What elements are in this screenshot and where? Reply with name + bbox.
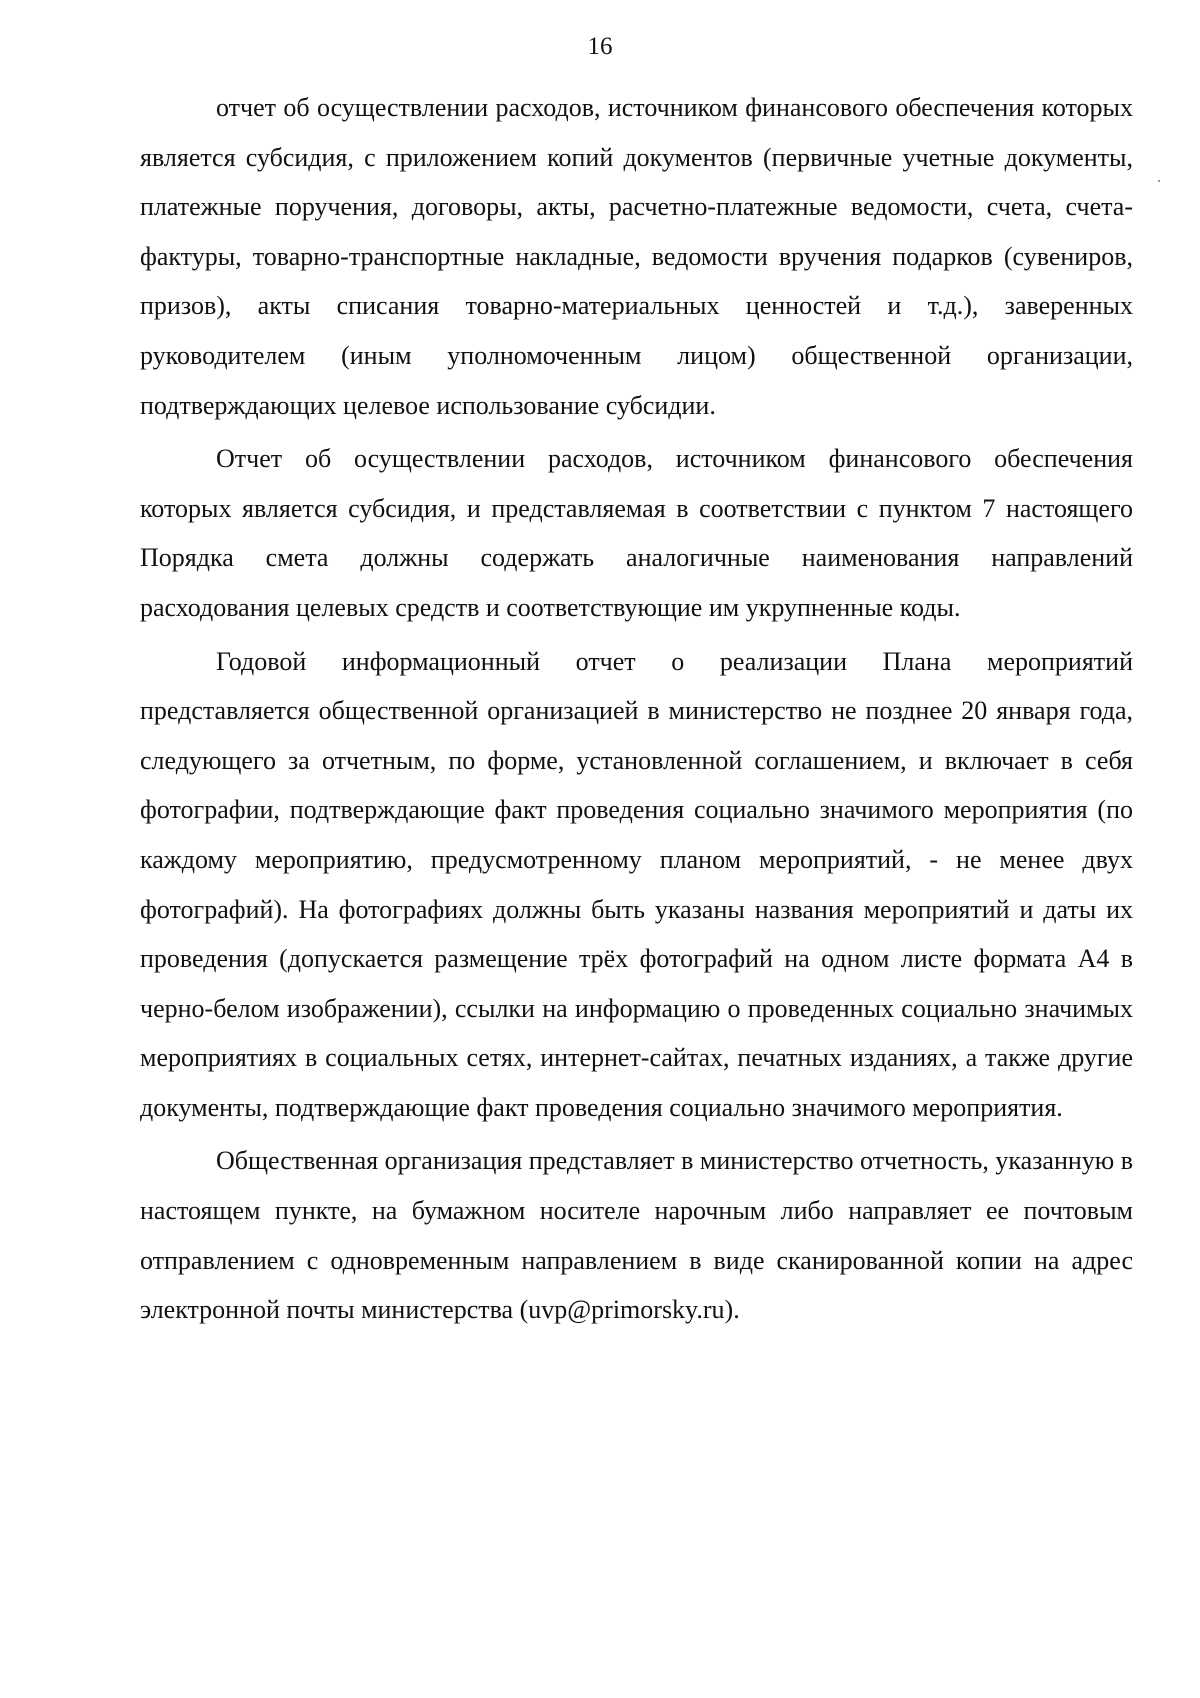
paragraph-submission-method: Общественная организация представляет в министерство отчетность, указанную в настоящем пункте, на бумажном носителе нарочным либо направляет ее почтовым отправлением с одновременным направлением в виде сканированной копии на адрес электронной почты министерства (uvp@primorsky.ru).	[140, 1146, 1133, 1325]
scan-speck	[1158, 180, 1160, 182]
document-body	[140, 83, 1133, 1339]
paragraph-report-expenses-documents: отчет об осуществлении расходов, источником финансового обеспечения которых является субсидия, с приложением копий документов (первичные учетные документы, платежные поручения, договоры, акты, расчетно-платежные ведомости, счета, счета-фактуры, товарно-транспортные накладные, ведомости вручения подарков (сувениров, призов), акты списания товарно-материальных ценностей и т.д.), заверенных руководителем (иным уполномоченным лицом) общественной организации, подтверждающих целевое использование субсидии.	[140, 93, 1133, 420]
page-number: 16	[587, 33, 613, 60]
paragraph-annual-information-report: Годовой информационный отчет о реализации Плана мероприятий представляется общественной организацией в министерство не позднее 20 января года, следующего за отчетным, по форме, установленной соглашением, и включает в себя фотографии, подтверждающие факт проведения социально значимого мероприятия (по каждому мероприятию, предусмотренному планом мероприятий, - не менее двух фотографий). На фотографиях должны быть указаны названия мероприятий и даты их проведения (допускается размещение трёх фотографий на одном листе формата А4 в черно-белом изображении), ссылки на информацию о проведенных социально значимых мероприятиях в социальных сетях, интернет-сайтах, печатных изданиях, а также другие документы, подтверждающие факт проведения социально значимого мероприятия.	[140, 646, 1133, 1122]
paragraph-report-estimate-codes: Отчет об осуществлении расходов, источником финансового обеспечения которых является субсидия, и представляемая в соответствии с пунктом 7 настоящего Порядка смета должны содержать аналогичные наименования направлений расходования целевых средств и соответствующие им укрупненные коды.	[140, 444, 1133, 622]
